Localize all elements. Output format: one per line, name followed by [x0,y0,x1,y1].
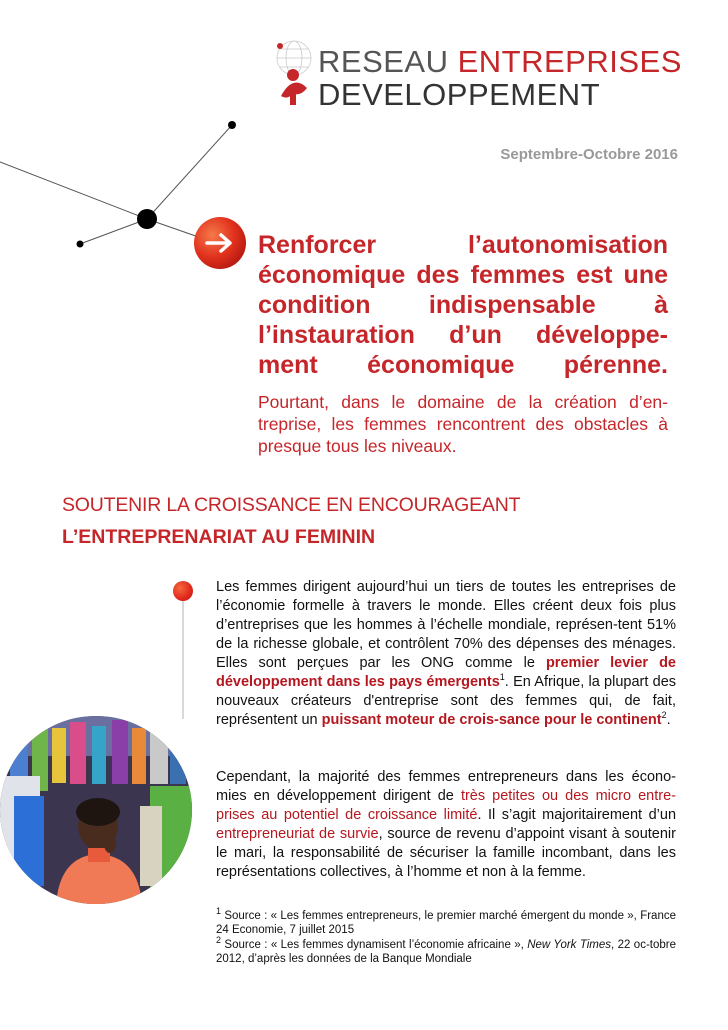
logo-text-line1 [318,46,682,78]
logo-word-entreprises: ENTREPRISES [457,44,682,79]
para1-text-c: . [666,712,671,728]
footnote-1 [216,906,676,937]
logo-text-line2: DEVELOPPEMENT [318,77,601,112]
footnote-2-text-b: , 22 oc-tobre 2012, d’après les données de la Banque Mondiale [216,939,676,965]
logo-word-reseau: RESEAU [318,44,449,79]
woman-entrepreneur-photo [0,716,192,904]
footnote-2 [216,935,676,966]
headline: Renforcer l’autonomisation économique des femmes est une condition indispensable à l’instauration d’un développe-ment économique pérenne. [258,231,668,379]
footnote-2-text-a: Source : « Les femmes dynamisent l’économie africaine », [221,939,528,951]
para2-text-a: Cependant, la majorité des femmes entrepreneurs dans les écono-mies en développement dirigent de [216,769,676,804]
para1-text-b: . En Afrique, la plupart des nouveaux créateurs d'entreprise sont des femmes qui, de fait, représentent un [216,674,677,728]
body-paragraph-2 [216,768,676,882]
pin-dot-icon [173,581,193,601]
para2-highlight-1: très petites ou des micro entre-prises au potentiel de croissance limité [216,788,676,823]
issue-date: Septembre-Octobre 2016 [500,146,678,163]
footnote-ref-1[interactable]: 1 [499,672,505,683]
footnote-2-number: 2 [216,935,222,946]
para1-highlight-2: puissant moteur de crois-sance pour le continent [321,712,662,728]
section-title: SOUTENIR LA CROISSANCE EN ENCOURAGEANT [62,494,521,516]
para2-text-b: . Il s’agit majoritairement d’un [477,807,677,823]
section-subtitle: L’ENTREPRENARIAT AU FEMININ [62,526,376,548]
pin-stem [182,601,184,719]
footnote-1-text: Source : « Les femmes entrepreneurs, le premier marché émergent du monde », France 24 Economie, 7 juillet 2015 [216,910,676,936]
para2-highlight-2: entrepreneuriat de survie [216,826,379,842]
footnote-2-source-title: New York Times [527,939,612,951]
arrow-right-icon [193,216,247,270]
footnote-ref-2[interactable]: 2 [661,710,667,721]
subheadline: Pourtant, dans le domaine de la création d’en-treprise, les femmes rencontrent des obstacles à presque tous les niveaux. [258,392,668,456]
footnote-1-number: 1 [216,906,222,917]
para1-highlight-1: premier levier de développement dans les pays émergents [216,655,676,690]
globe-figure-icon [271,38,315,108]
body-paragraph-1 [216,578,676,730]
para1-text-a: Les femmes dirigent aujourd’hui un tiers de toutes les entreprises de l’économie formelle à travers le monde. Elles créent deux fois plus d’entreprises que les hommes à l’échelle mondiale, représen-tent 51% de la richesse globale, et contrôlent 70% des dépenses des ménages. Elles sont perçues par les ONG comme le [216,579,676,671]
para2-text-c: , source de revenu d’appoint visant à soutenir le mari, la responsabilité de sécuriser la famille incombant, dans les représentations collectives, à l’homme et non à la femme. [216,826,676,880]
